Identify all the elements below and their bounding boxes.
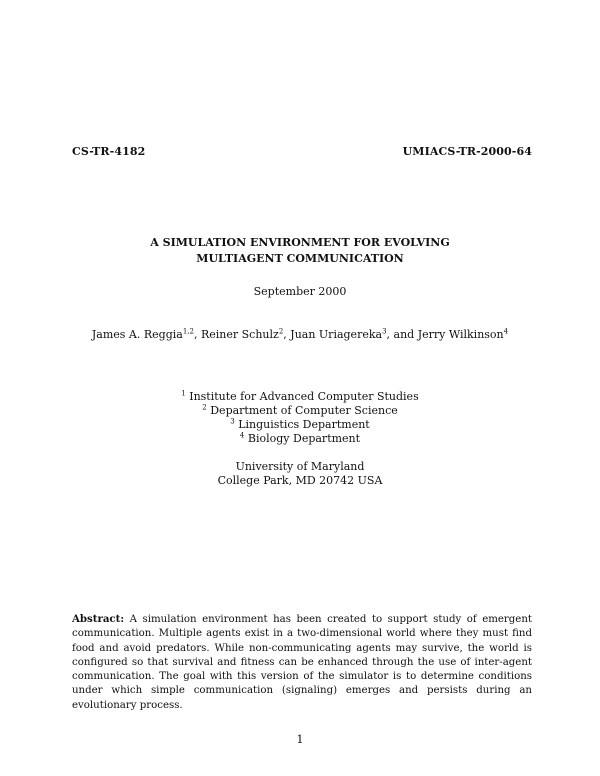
author-name: James A. Reggia bbox=[91, 328, 183, 341]
report-number-umiacs: UMIACS-TR-2000-64 bbox=[402, 145, 532, 158]
institution-location: College Park, MD 20742 USA bbox=[217, 474, 383, 487]
author-affil-mark: 1,2 bbox=[182, 327, 194, 336]
affiliation-item bbox=[0, 432, 600, 446]
author-list bbox=[0, 328, 600, 341]
affiliation-text: Biology Department bbox=[247, 432, 361, 445]
affiliation-number: 3 bbox=[230, 417, 235, 426]
affiliation-text: Linguistics Department bbox=[238, 418, 370, 431]
affiliation-item bbox=[0, 404, 600, 418]
abstract-label: Abstract: bbox=[72, 613, 125, 625]
institution-name: University of Maryland bbox=[235, 460, 365, 473]
author-affil-mark: 2 bbox=[278, 327, 284, 336]
affiliation-list bbox=[0, 390, 600, 446]
author-separator: , bbox=[193, 328, 201, 341]
affiliation-item bbox=[0, 390, 600, 404]
paper-title bbox=[0, 235, 600, 267]
author-affil-mark: 3 bbox=[382, 327, 387, 336]
author-separator: , and bbox=[386, 328, 418, 341]
author-name: Jerry Wilkinson bbox=[417, 328, 504, 341]
abstract bbox=[72, 612, 532, 713]
author-name: Juan Uriagereka bbox=[290, 328, 383, 341]
title-line-1: A SIMULATION ENVIRONMENT FOR EVOLVING bbox=[150, 236, 450, 249]
institution-address bbox=[0, 460, 600, 488]
affiliation-item bbox=[0, 418, 600, 432]
abstract-text: A simulation environment has been created to support study of emergent communication. Multiple agents exist in a two-dimensional world where they must find food and avoid predators. While non-communicating agents may survive, the world is configured so that survival and fitness can be enhanced through the use of inter-agent communication. The goal with this version of the simulator is to determine conditions under which simple communication (signaling) emerges and persists during an evolutionary process. bbox=[72, 614, 532, 711]
publication-date: September 2000 bbox=[253, 285, 347, 298]
author-separator: , bbox=[283, 328, 291, 341]
affiliation-text: Institute for Advanced Computer Studies bbox=[189, 390, 419, 403]
author-affil-mark: 4 bbox=[503, 327, 509, 336]
author-name: Reiner Schulz bbox=[200, 328, 279, 341]
page-number: 1 bbox=[296, 733, 304, 746]
title-line-2: MULTIAGENT COMMUNICATION bbox=[196, 252, 404, 265]
affiliation-text: Department of Computer Science bbox=[210, 404, 398, 417]
affiliation-number: 4 bbox=[239, 431, 245, 440]
report-number-cs: CS-TR-4182 bbox=[72, 145, 146, 158]
affiliation-number: 2 bbox=[202, 403, 207, 412]
affiliation-number: 1 bbox=[181, 389, 186, 398]
